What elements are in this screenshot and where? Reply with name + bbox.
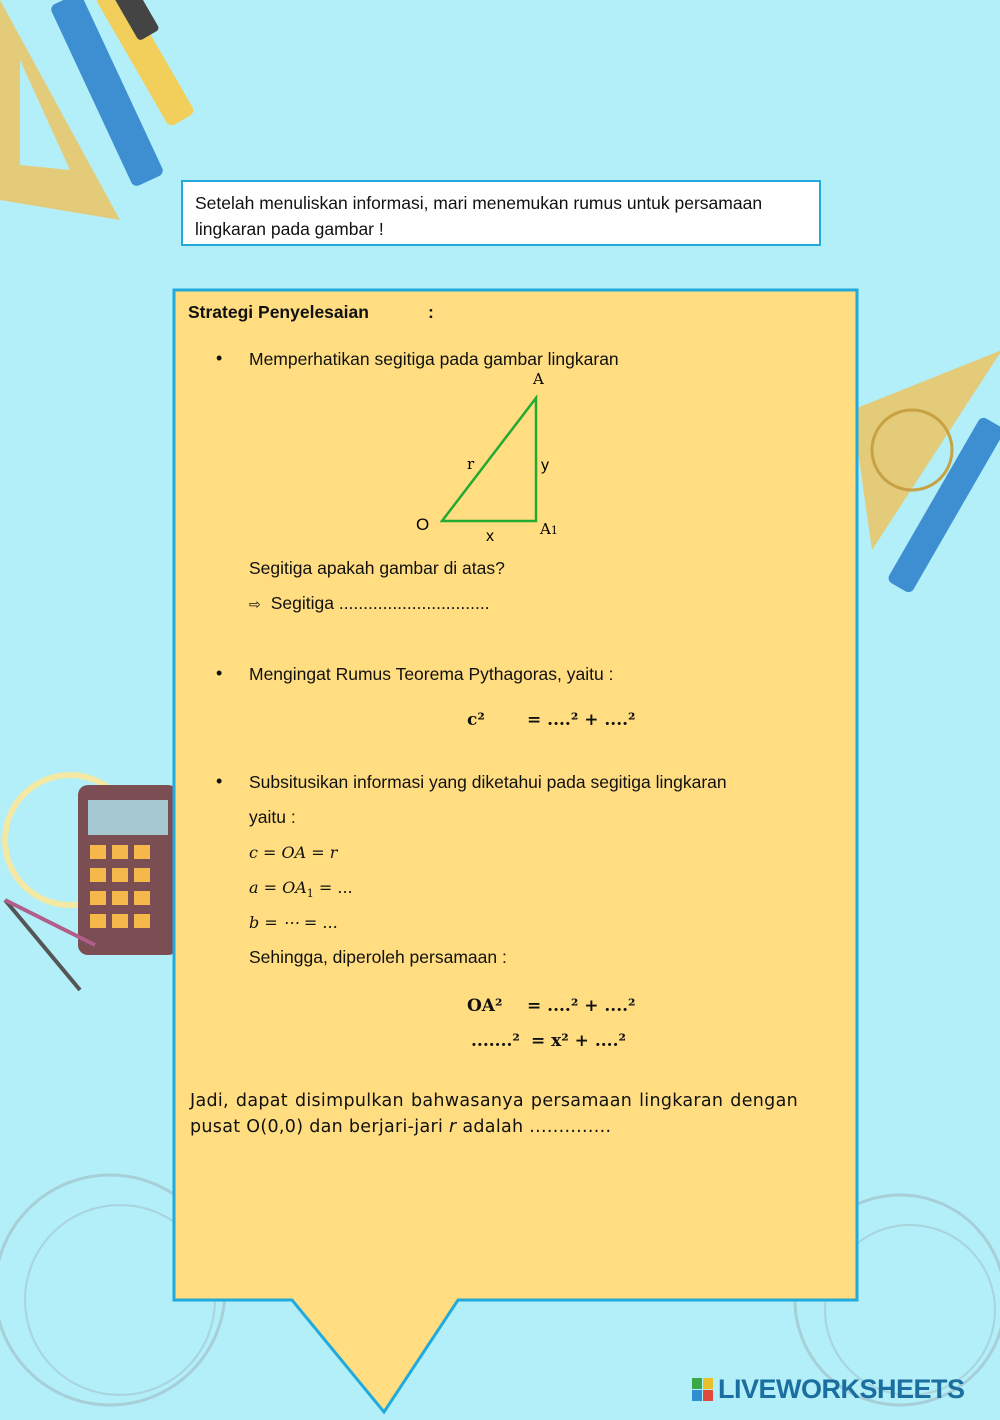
- liveworksheets-brand: LIVEWORKSHEETS: [718, 1374, 965, 1404]
- step3-result-text: Sehingga, diperoleh persamaan :: [249, 947, 507, 967]
- side-r-label: r: [467, 455, 475, 473]
- side-x-label: x: [486, 528, 494, 545]
- vertex-a-label: A: [533, 370, 544, 388]
- step1-text: Memperhatikan segitiga pada gambar lingkaran: [249, 349, 619, 369]
- b-definition: b = ⋯ = ...: [249, 913, 338, 932]
- bullet-2: •: [216, 663, 223, 683]
- vertex-a1-label: A1: [540, 520, 558, 538]
- circle-eq2-left: .......²: [471, 1031, 520, 1051]
- step1-answer-row: [249, 593, 490, 614]
- a-definition: $a = OA_1$ = ...: [249, 878, 353, 901]
- circle-eq1-right: = ....² + ....²: [527, 996, 636, 1016]
- pythagoras-eq-right: = ....² + ....²: [527, 710, 636, 730]
- bullet-1: •: [216, 348, 223, 368]
- right-triangle-diagram: [408, 366, 608, 546]
- triangle-shape: [442, 398, 536, 521]
- arrow-icon: ⇨: [249, 596, 261, 612]
- circle-eq1-left: OA²: [467, 996, 503, 1016]
- conclusion-text: Jadi, dapat disimpulkan bahwasanya persamaan lingkaran dengan pusat O(0,0) dan berjari-jari r adalah ..............: [190, 1091, 798, 1137]
- liveworksheets-logo-icon: [692, 1378, 714, 1402]
- pythagoras-eq-left: c²: [467, 710, 485, 730]
- c-definition: c = OA = r: [249, 843, 338, 862]
- step1-question: Segitiga apakah gambar di atas?: [249, 558, 505, 578]
- side-y-label: y: [541, 457, 549, 474]
- strategy-heading: Strategi Penyelesaian :: [188, 302, 434, 322]
- vertex-o-label: O: [416, 515, 430, 534]
- step3-text2: yaitu :: [249, 807, 296, 827]
- bullet-3: •: [216, 771, 223, 791]
- step1-answer: Segitiga ...............................: [270, 593, 490, 613]
- circle-eq2-right: = x² + ....²: [531, 1031, 626, 1051]
- intro-text: Setelah menuliskan informasi, mari menemukan rumus untuk persamaan lingkaran pada gambar !: [195, 193, 763, 239]
- step3-text: Subsitusikan informasi yang diketahui pada segitiga lingkaran: [249, 772, 727, 792]
- step2-text: Mengingat Rumus Teorema Pythagoras, yaitu :: [249, 664, 614, 684]
